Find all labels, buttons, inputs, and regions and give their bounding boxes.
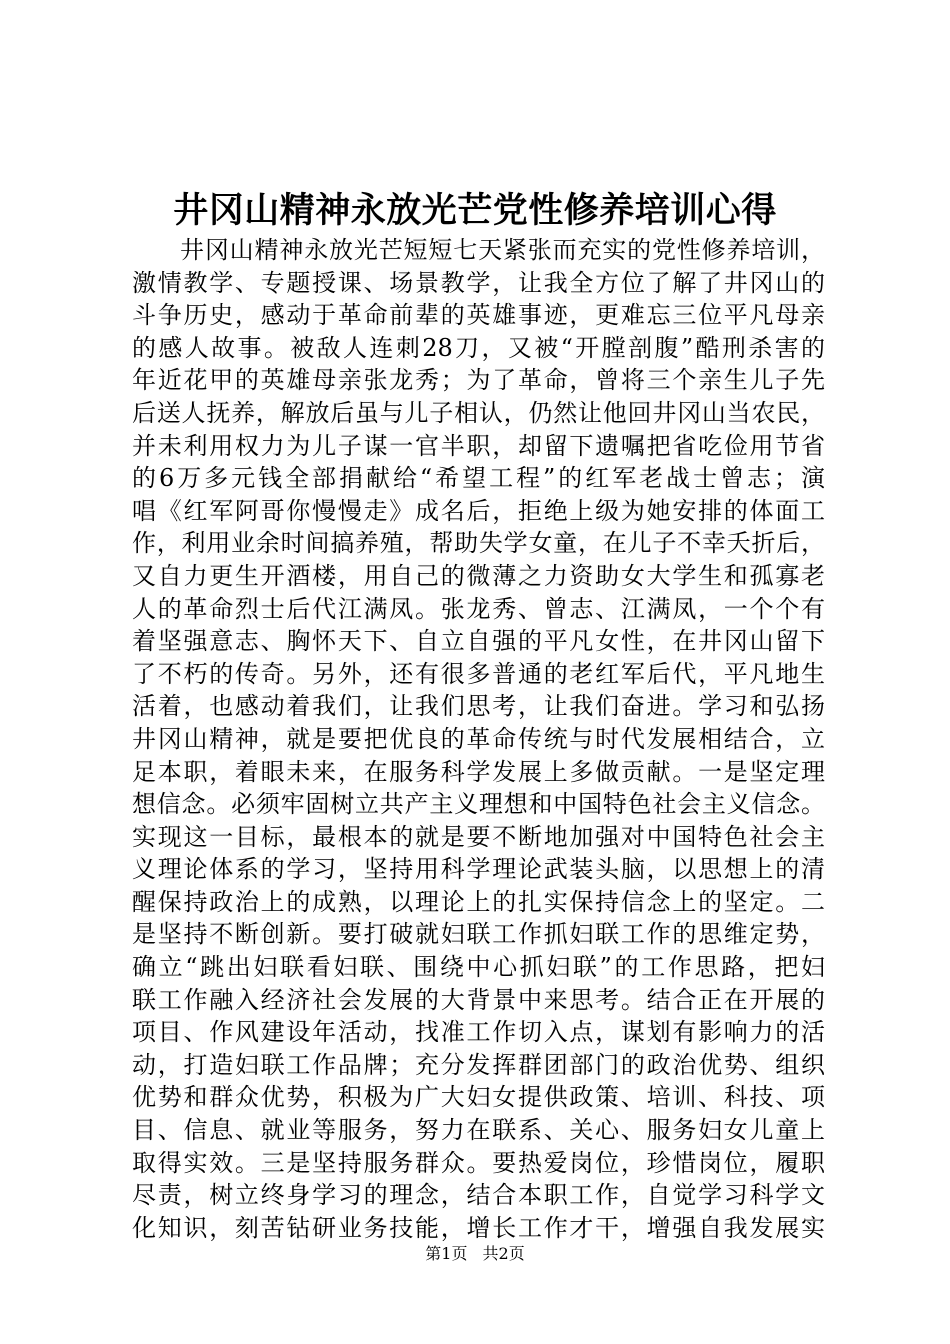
- document-body: [132, 234, 825, 1244]
- paragraph-line: 又自力更生开酒楼，用自己的微薄之力资助女大学生和孤寡老: [132, 561, 825, 590]
- paragraph-line: 并未利用权力为儿子谋一官半职，却留下遗嘱把省吃俭用节省: [132, 431, 825, 460]
- paragraph-line: 作，利用业余时间搞养殖，帮助失学女童，在儿子不幸夭折后，: [132, 529, 825, 558]
- paragraph-line: 激情教学、专题授课、场景教学，让我全方位了解了井冈山的: [132, 268, 825, 297]
- paragraph-line: 联工作融入经济社会发展的大背景中来思考。结合正在开展的: [132, 985, 825, 1014]
- paragraph-line: 化知识，刻苦钻研业务技能，增长工作才干，增强自我发展实: [132, 1213, 825, 1242]
- paragraph-line: 的感人故事。被敌人连刺28刀，又被“开膛剖腹”酷刑杀害的: [132, 333, 825, 362]
- paragraph-line: 井冈山精神永放光芒短短七天紧张而充实的党性修养培训，: [180, 236, 825, 264]
- paragraph-line: 井冈山精神，就是要把优良的革命传统与时代发展相结合，立: [132, 724, 825, 753]
- paragraph-line: 目、信息、就业等服务，努力在联系、关心、服务妇女儿童上: [132, 1116, 825, 1145]
- paragraph-line: 唱《红军阿哥你慢慢走》成名后，拒绝上级为她安排的体面工: [132, 496, 825, 525]
- paragraph-line: 足本职，着眼未来，在服务科学发展上多做贡献。一是坚定理: [132, 757, 825, 786]
- paragraph-line: 实现这一目标，最根本的就是要不断地加强对中国特色社会主: [132, 822, 825, 851]
- paragraph-line: 斗争历史，感动于革命前辈的英雄事迹，更难忘三位平凡母亲: [132, 301, 825, 330]
- paragraph-line: 义理论体系的学习，坚持用科学理论武装头脑，以思想上的清: [132, 855, 825, 884]
- page-footer: [0, 1242, 950, 1266]
- paragraph-line: 优势和群众优势，积极为广大妇女提供政策、培训、科技、项: [132, 1083, 825, 1112]
- paragraph-line: 取得实效。三是坚持服务群众。要热爱岗位，珍惜岗位，履职: [132, 1148, 825, 1177]
- page-number-current: 第1页: [425, 1244, 468, 1263]
- paragraph-line: 后送人抚养，解放后虽与儿子相认，仍然让他回井冈山当农民，: [132, 398, 825, 427]
- paragraph-line: 是坚持不断创新。要打破就妇联工作抓妇联工作的思维定势，: [132, 920, 825, 949]
- paragraph-line: 尽责，树立终身学习的理念，结合本职工作，自觉学习科学文: [132, 1181, 825, 1210]
- paragraph-line: 人的革命烈士后代江满凤。张龙秀、曾志、江满凤，一个个有: [132, 594, 825, 623]
- paragraph-line: 了不朽的传奇。另外，还有很多普通的老红军后代，平凡地生: [132, 659, 825, 688]
- paragraph-line: 确立“跳出妇联看妇联、围绕中心抓妇联”的工作思路，把妇: [132, 953, 825, 982]
- page-number-total: 共2页: [482, 1244, 525, 1263]
- paragraph-line: 动，打造妇联工作品牌；充分发挥群团部门的政治优势、组织: [132, 1050, 825, 1079]
- document-title: 井冈山精神永放光芒党性修养培训心得: [173, 190, 777, 231]
- paragraph-line: 项目、作风建设年活动，找准工作切入点，谋划有影响力的活: [132, 1018, 825, 1047]
- paragraph-line: 醒保持政治上的成熟，以理论上的扎实保持信念上的坚定。二: [132, 887, 825, 916]
- paragraph-line: 的6万多元钱全部捐献给“希望工程”的红军老战士曾志；演: [132, 464, 825, 493]
- paragraph-line: 着坚强意志、胸怀天下、自立自强的平凡女性，在井冈山留下: [132, 627, 825, 656]
- paragraph-line: 活着，也感动着我们，让我们思考，让我们奋进。学习和弘扬: [132, 692, 825, 721]
- paragraph-line: 年近花甲的英雄母亲张龙秀；为了革命，曾将三个亲生儿子先: [132, 366, 825, 395]
- paragraph-line: 想信念。必须牢固树立共产主义理想和中国特色社会主义信念。: [132, 790, 825, 819]
